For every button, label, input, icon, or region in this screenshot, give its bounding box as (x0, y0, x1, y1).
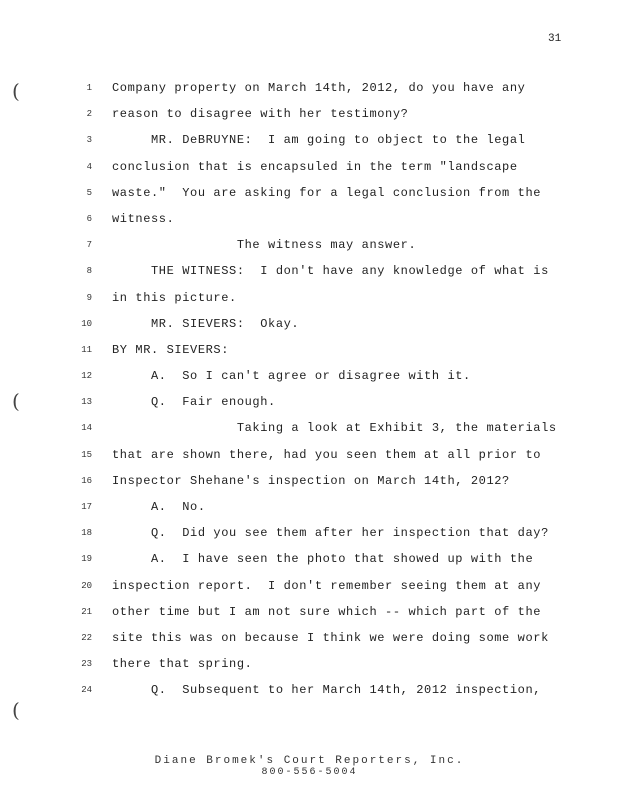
line-text: The witness may answer. (112, 238, 417, 253)
line-text: other time but I am not sure which -- which part of the (112, 604, 542, 619)
line-text: A. No. (112, 500, 206, 514)
transcript-line (0, 101, 619, 127)
transcript-line (0, 651, 619, 677)
line-number: 9 (86, 292, 92, 303)
binder-hole-mark: ( (12, 698, 20, 722)
line-number: 20 (81, 580, 92, 591)
transcript-line (0, 206, 619, 232)
line-text: site this was on because I think we were doing some work (112, 630, 549, 645)
line-text: reason to disagree with her testimony? (112, 107, 409, 122)
transcript-line (0, 285, 619, 311)
line-number: 19 (81, 554, 92, 565)
line-text: witness. (112, 211, 175, 226)
line-number: 10 (81, 318, 92, 329)
line-number: 14 (81, 423, 92, 434)
line-text: in this picture. (112, 290, 237, 305)
transcript-line (0, 546, 619, 572)
transcript-line (0, 573, 619, 599)
transcript-line (0, 258, 619, 284)
transcript-body (0, 75, 619, 704)
line-text: MR. SIEVERS: Okay. (112, 316, 300, 331)
line-text: A. I have seen the photo that showed up with the (112, 552, 534, 567)
page-number: 31 (548, 33, 562, 45)
transcript-line (0, 677, 619, 703)
binder-hole-mark: ( (12, 389, 20, 413)
line-text: Q. Subsequent to her March 14th, 2012 inspection, (112, 683, 542, 698)
line-text: Inspector Shehane's inspection on March 14th, 2012? (112, 473, 510, 488)
transcript-line (0, 363, 619, 389)
line-number: 1 (86, 83, 92, 93)
line-number: 6 (86, 213, 92, 224)
line-number: 8 (86, 266, 92, 277)
transcript-line (0, 442, 619, 468)
transcript-line (0, 599, 619, 625)
transcript-line (0, 311, 619, 337)
line-number: 12 (81, 371, 92, 382)
line-text: THE WITNESS: I don't have any knowledge of what is (112, 264, 549, 279)
line-text: Q. Did you see them after her inspection that day? (112, 526, 549, 541)
footer-company: Diane Bromek's Court Reporters, Inc. (154, 755, 465, 767)
transcript-line (0, 415, 619, 441)
line-number: 16 (81, 475, 92, 486)
line-text: MR. DeBRUYNE: I am going to object to the legal (112, 133, 526, 148)
line-number: 17 (81, 502, 92, 512)
line-text: that are shown there, had you seen them at all prior to (112, 447, 542, 462)
line-text: waste." You are asking for a legal conclusion from the (112, 185, 542, 200)
footer-phone: 800-556-5004 (261, 767, 358, 778)
line-text: Company property on March 14th, 2012, do you have any (112, 81, 526, 95)
line-text: Taking a look at Exhibit 3, the materials (112, 421, 557, 436)
transcript-line (0, 127, 619, 153)
transcript-line (0, 75, 619, 101)
transcript-line (0, 494, 619, 520)
line-text: inspection report. I don't remember seeing them at any (112, 578, 542, 593)
transcript-line (0, 154, 619, 180)
line-number: 4 (86, 161, 92, 172)
line-number: 13 (81, 397, 92, 408)
line-number: 11 (81, 344, 92, 355)
line-number: 3 (86, 135, 92, 146)
transcript-line (0, 337, 619, 363)
line-number: 21 (81, 606, 92, 617)
line-number: 18 (81, 528, 92, 539)
transcript-line (0, 625, 619, 651)
line-text: BY MR. SIEVERS: (112, 342, 230, 357)
transcript-line (0, 180, 619, 206)
line-number: 2 (86, 109, 92, 120)
line-number: 23 (81, 659, 92, 670)
transcript-line (0, 389, 619, 415)
line-number: 5 (86, 187, 92, 198)
transcript-line (0, 232, 619, 258)
line-number: 15 (81, 449, 92, 460)
transcript-line (0, 520, 619, 546)
binder-hole-mark: ( (12, 79, 20, 103)
line-text: there that spring. (112, 657, 253, 672)
line-text: A. So I can't agree or disagree with it. (112, 369, 471, 384)
line-number: 22 (81, 632, 92, 643)
line-number: 7 (86, 240, 92, 251)
transcript-line (0, 468, 619, 494)
line-text: Q. Fair enough. (112, 395, 276, 410)
line-text: conclusion that is encapsuled in the term "landscape (112, 159, 518, 174)
line-number: 24 (81, 685, 92, 696)
